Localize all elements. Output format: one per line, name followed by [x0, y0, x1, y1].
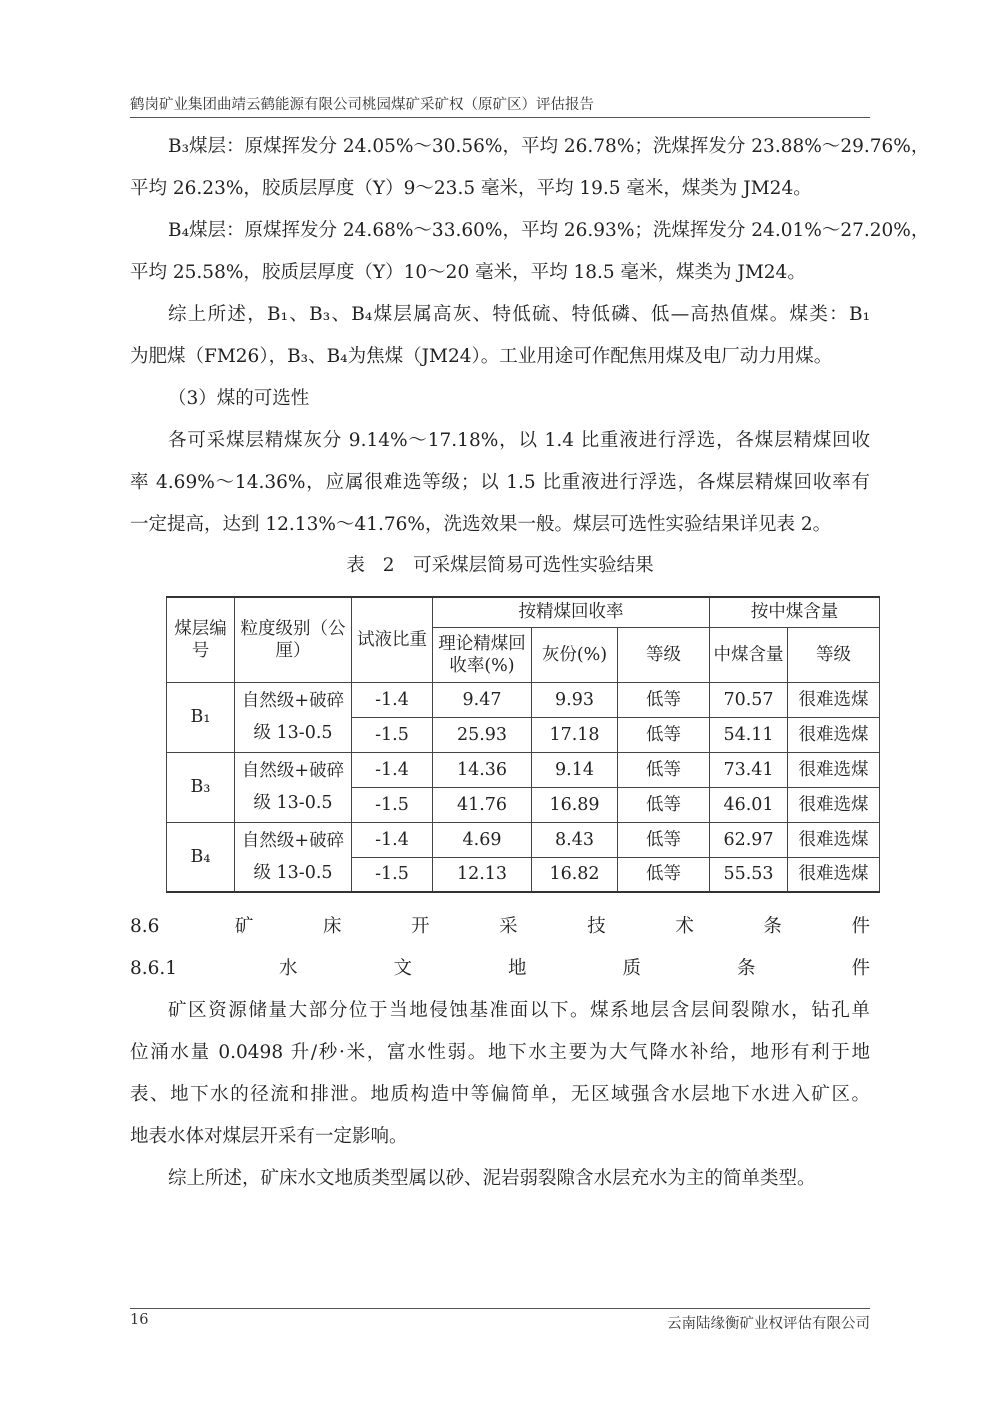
paragraph-line: 表、地下水的径流和排泄。地质构造中等偏简单，无区域强含水层地下水进入矿区。: [130, 1084, 870, 1105]
paragraph-line: 位涌水量 0.0498 升/秒·米，富水性弱。地下水主要为大气降水补给，地形有利于地: [130, 1042, 870, 1063]
paragraph-line: 综上所述，B₁、B₃、B₄煤层属高灰、特低硫、特低磷、低—高热值煤。煤类：B₁: [168, 304, 870, 325]
cell-seam: B₄: [167, 822, 235, 892]
table-cell: 低等: [618, 822, 710, 857]
table-cell: 很难选煤: [788, 717, 880, 752]
table-cell: 62.97: [710, 822, 788, 857]
table-cell: 17.18: [532, 717, 618, 752]
table-cell: 低等: [618, 682, 710, 717]
cell-size: [235, 682, 352, 752]
paragraph-line: 矿区资源储量大部分位于当地侵蚀基准面以下。煤系地层含层间裂隙水，钻孔单: [168, 1000, 870, 1021]
table-row: [167, 752, 880, 787]
table-row: [167, 682, 880, 717]
th-ash: 灰份(%): [532, 627, 618, 682]
size-line: 自然级+破碎: [241, 691, 345, 711]
table-cell: 很难选煤: [788, 787, 880, 822]
table-cell: 很难选煤: [788, 682, 880, 717]
size-line: 级 13-0.5: [253, 862, 333, 883]
table-cell: -1.5: [352, 717, 433, 752]
th-middling: 中煤含量: [710, 627, 788, 682]
table-cell: 54.11: [710, 717, 788, 752]
paragraph-line: 一定提高，达到 12.13%～41.76%，洗选效果一般。煤层可选性实验结果详见表 2。: [130, 514, 832, 535]
size-line: 级 13-0.5: [253, 793, 333, 813]
table-cell: -1.4: [352, 682, 433, 717]
table-cell: 14.36: [433, 752, 532, 787]
section-8-6-1: 8.6.1 水文地质条件: [130, 958, 870, 979]
cell-size: [235, 822, 352, 892]
table-cell: 9.47: [433, 682, 532, 717]
table-cell: 9.93: [532, 682, 618, 717]
header-rule: [130, 117, 870, 118]
th-grade1: 等级: [618, 627, 710, 682]
table-cell: 41.76: [433, 787, 532, 822]
paragraph-line: 综上所述，矿床水文地质类型属以砂、泥岩弱裂隙含水层充水为主的简单类型。: [168, 1168, 816, 1189]
table-cell: 16.82: [532, 857, 618, 892]
running-header: 鹤岗矿业集团曲靖云鹤能源有限公司桃园煤矿采矿权（原矿区）评估报告: [130, 97, 594, 113]
table-cell: 低等: [618, 717, 710, 752]
table-row: [167, 822, 880, 857]
paragraph-line: 地表水体对煤层开采有一定影响。: [130, 1126, 408, 1147]
th-group-recovery: 按精煤回收率: [433, 597, 710, 627]
table-cell: 46.01: [710, 787, 788, 822]
th-recovery: 理论精煤回收率(%): [433, 627, 532, 682]
size-line: 自然级+破碎: [241, 830, 345, 851]
paragraph-line: B₄煤层：原煤挥发分 24.68%～33.60%，平均 26.93%；洗煤挥发分 24.01%～27.20%，: [168, 220, 930, 241]
table-cell: 低等: [618, 787, 710, 822]
th-seam: 煤层编号: [167, 597, 235, 682]
table-cell: 73.41: [710, 752, 788, 787]
footer-rule: [130, 1308, 870, 1309]
table-cell: 很难选煤: [788, 822, 880, 857]
th-grade2: 等级: [788, 627, 880, 682]
table-cell: 低等: [618, 857, 710, 892]
paragraph-line: 各可采煤层精煤灰分 9.14%～17.18%，以 1.4 比重液进行浮选，各煤层精煤回收: [168, 430, 870, 451]
paragraph-line: 率 4.69%～14.36%，应属很难选等级；以 1.5 比重液进行浮选，各煤层精煤回收率有: [130, 472, 870, 493]
page-number: 16: [130, 1312, 149, 1328]
table-cell: -1.5: [352, 857, 433, 892]
table-cell: -1.4: [352, 752, 433, 787]
table-cell: 70.57: [710, 682, 788, 717]
table-cell: 25.93: [433, 717, 532, 752]
footer-company: 云南陆缘衡矿业权评估有限公司: [667, 1316, 870, 1332]
table-cell: 55.53: [710, 857, 788, 892]
th-density: 试液比重: [352, 597, 433, 682]
table-cell: 低等: [618, 752, 710, 787]
paragraph-line: （3）煤的可选性: [168, 388, 310, 409]
table-cell: 很难选煤: [788, 752, 880, 787]
table-cell: 12.13: [433, 857, 532, 892]
table-cell: -1.5: [352, 787, 433, 822]
section-8-6: 8.6 矿床开采技术条件: [130, 916, 870, 937]
selectability-table: [166, 596, 880, 893]
paragraph-line: 平均 26.23%，胶质层厚度（Y）9～23.5 毫米，平均 19.5 毫米，煤类为 JM24。: [130, 178, 812, 199]
cell-size: [235, 752, 352, 822]
table-cell: -1.4: [352, 822, 433, 857]
paragraph-line: 为肥煤（FM26），B₃、B₄为焦煤（JM24）。工业用途可作配焦用煤及电厂动力用煤。: [130, 346, 833, 367]
paragraph-line: B₃煤层：原煤挥发分 24.05%～30.56%，平均 26.78%；洗煤挥发分 23.88%～29.76%，: [168, 136, 930, 157]
table-cell: 4.69: [433, 822, 532, 857]
table-caption: 表 2 可采煤层简易可选性实验结果: [346, 555, 654, 576]
size-line: 自然级+破碎: [241, 761, 345, 781]
th-size: 粒度级别（公厘）: [235, 597, 352, 682]
cell-seam: B₁: [167, 682, 235, 752]
table-cell: 很难选煤: [788, 857, 880, 892]
table-cell: 16.89: [532, 787, 618, 822]
th-group-middling: 按中煤含量: [710, 597, 880, 627]
cell-seam: B₃: [167, 752, 235, 822]
table-cell: 8.43: [532, 822, 618, 857]
size-line: 级 13-0.5: [253, 723, 333, 743]
paragraph-line: 平均 25.58%，胶质层厚度（Y）10～20 毫米，平均 18.5 毫米，煤类为 JM24。: [130, 262, 806, 283]
table-cell: 9.14: [532, 752, 618, 787]
